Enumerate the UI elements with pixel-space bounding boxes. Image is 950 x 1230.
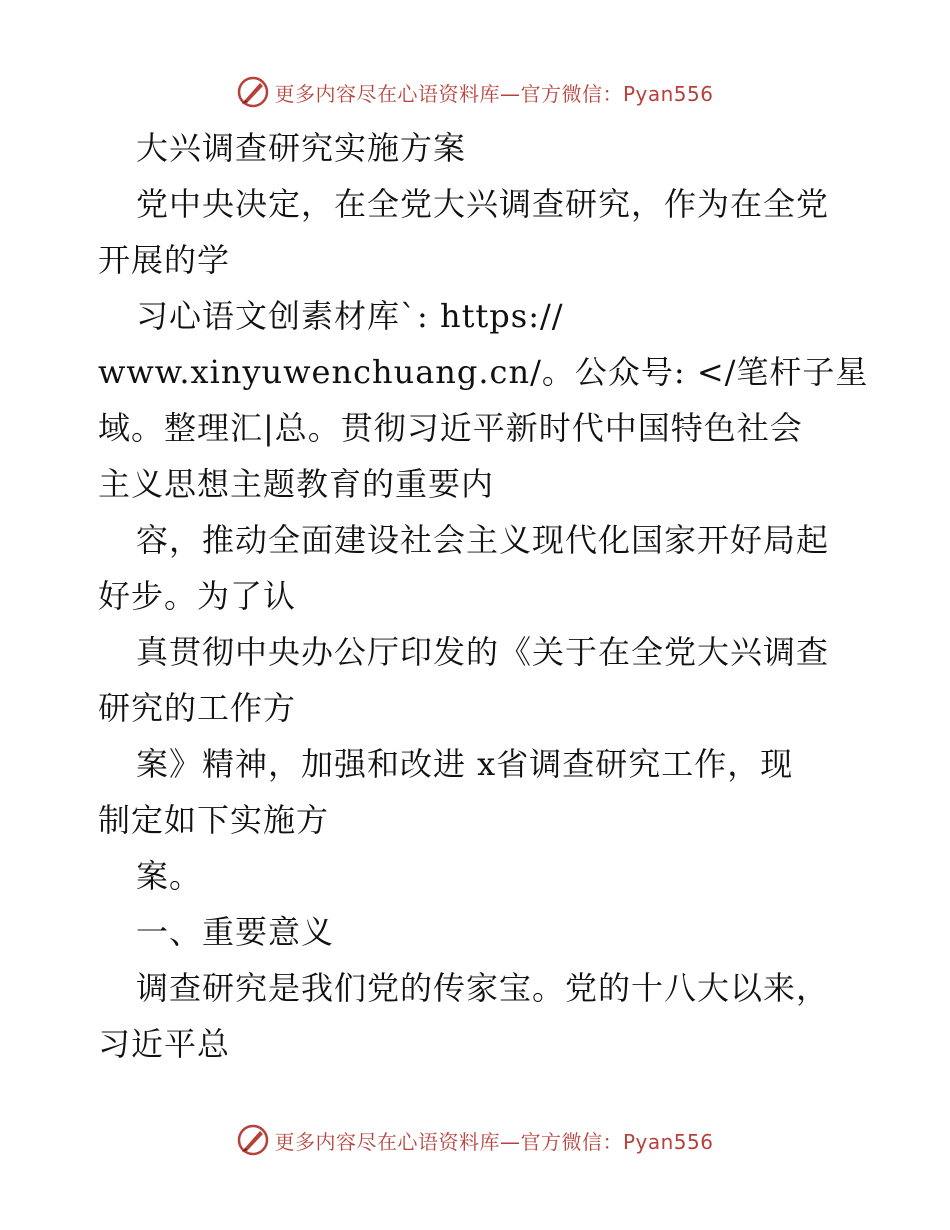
paragraph-line: 案。 <box>136 857 203 895</box>
footer-banner-text: 更多内容尽在心语资料库—官方微信：Pyan556 <box>274 1129 714 1154</box>
document-title: 大兴调查研究实施方案 <box>136 129 467 167</box>
paragraph-line: 研究的工作方 <box>98 689 297 727</box>
paragraph-line: 好步。为了认 <box>98 577 297 615</box>
paragraph-line: 真贯彻中央办公厅印发的《关于在全党大兴调查 <box>136 633 830 671</box>
paragraph-line: www.xinyuwenchuang.cn/。公众号: </笔杆子星 <box>98 353 869 391</box>
paragraph-line: 主义思想主题教育的重要内 <box>98 465 495 503</box>
paragraph-line: 党中央决定，在全党大兴调查研究，作为在全党 <box>136 185 830 223</box>
quill-pen-icon <box>236 1123 270 1157</box>
header-banner-text: 更多内容尽在心语资料库—官方微信：Pyan556 <box>274 81 714 106</box>
quill-pen-icon <box>236 75 270 109</box>
paragraph-line: 习近平总 <box>98 1025 231 1063</box>
footer-banner <box>0 1120 950 1160</box>
section-heading: 一、重要意义 <box>136 913 335 951</box>
paragraph-line: 习心语文创素材库`: https:// <box>136 297 564 335</box>
header-banner <box>0 72 950 112</box>
paragraph-line: 案》精神，加强和改进 x省调查研究工作，现 <box>136 745 794 783</box>
paragraph-line: 制定如下实施方 <box>98 801 330 839</box>
paragraph-line: 容，推动全面建设社会主义现代化国家开好局起 <box>136 521 830 559</box>
paragraph-line: 开展的学 <box>98 241 231 279</box>
document-body <box>98 120 869 1072</box>
paragraph-line: 域。整理汇|总。贯彻习近平新时代中国特色社会 <box>98 409 803 447</box>
paragraph-line: 调查研究是我们党的传家宝。党的十八大以来， <box>136 969 830 1007</box>
